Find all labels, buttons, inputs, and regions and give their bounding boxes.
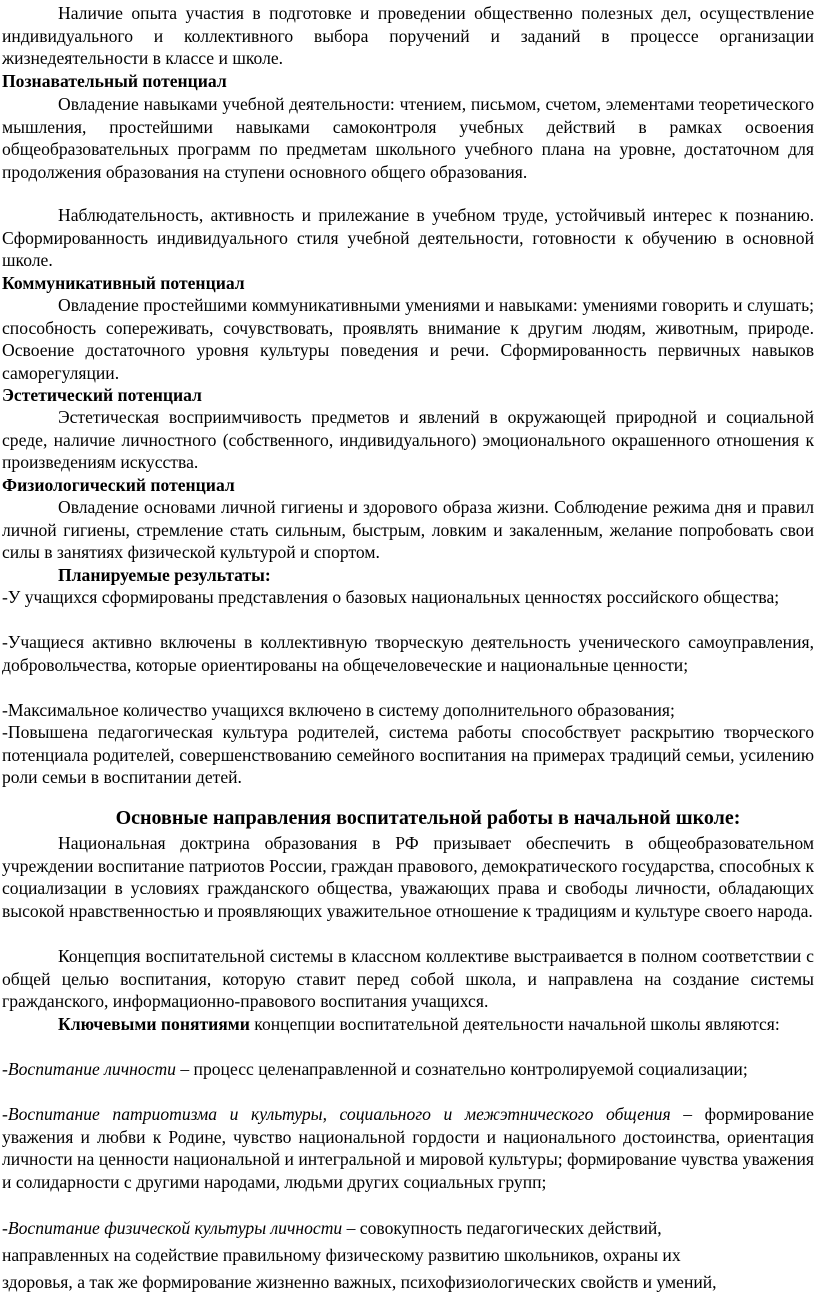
- definition-text: – процесс целенаправленной и сознательно контролируемой социализации;: [175, 1059, 748, 1079]
- paragraph-doctrine: Национальная доктрина образования в РФ призывает обеспечить в общеобразовательном учреждении воспитание патриотов России, граждан правового, демократического государства, способных к социализации в условиях гражданского общества, уважающих права и свободы личности, обладающих высокой нравственностью и проявляющих уважительное отношение к традициям и культуре своего народа.: [2, 833, 814, 921]
- paragraph-communicative: Овладение простейшими коммуникативными умениями и навыками: умениями говорить и слушать; способность сопереживать, сочувствовать, проявлять внимание к другим людям, животным, природе. Освоение достаточного уровня культуры поведения и речи. Сформированность первичных навыков саморегуляции.: [2, 295, 814, 383]
- paragraph-experience: Наличие опыта участия в подготовке и проведении общественно полезных дел, осуществление индивидуального и коллективного выбора поручений и заданий в процессе организации жизнедеятельности в классе и школе.: [2, 3, 814, 69]
- definition-text: – совокупность педагогических действий,: [342, 1218, 662, 1238]
- definition-personality: [2, 1058, 814, 1081]
- result-item-1: -У учащихся сформированы представления о базовых национальных ценностях российского общества;: [2, 587, 780, 607]
- key-concepts-label: Ключевыми понятиями: [58, 1014, 250, 1034]
- paragraph-physiological: Овладение основами личной гигиены и здорового образа жизни. Соблюдение режима дня и правил личной гигиены, стремление стать сильным, быстрым, ловким и закаленным, желание попробовать свои силы в занятиях физической культурой и спортом.: [2, 497, 814, 563]
- heading-physiological: Физиологический потенциал: [2, 475, 235, 495]
- heading-communicative: Коммуникативный потенциал: [2, 273, 245, 293]
- definition-physical-culture-line-2: направленных на содействие правильному физическому развитию школьников, охраны их: [2, 1245, 681, 1265]
- paragraph-concept: Концепция воспитательной системы в классном коллективе выстраивается в полном соответствии с общей целью воспитания, которую ставит перед собой школа, и направлена на создание системы гражданского, информационно-правового воспитания учащихся.: [2, 946, 814, 1012]
- definition-physical-culture-line-3: здоровья, а так же формирование жизненно важных, психофизиологических свойств и умений,: [2, 1272, 717, 1292]
- heading-planned-results: Планируемые результаты:: [58, 565, 271, 585]
- definition-patriotism: [2, 1103, 814, 1193]
- result-item-2: -Учащиеся активно включены в коллективную творческую деятельность ученического самоуправления, добровольчества, которые ориентированы на общечеловеческие и национальные ценности;: [2, 632, 814, 675]
- paragraph-cognitive: Овладение навыками учебной деятельности: чтением, письмом, счетом, элементами теоретического мышления, простейшими навыками самоконтроля учебных действий в рамках освоения общеобразовательных программ по предметам школьного учебного плана на уровне, достаточном для продолжения образования на ступени основного общего образования.: [2, 94, 814, 182]
- heading-cognitive: Познавательный потенциал: [2, 71, 227, 91]
- heading-aesthetic: Эстетический потенциал: [2, 385, 202, 405]
- key-concepts-text: концепции воспитательной деятельности начальной школы являются:: [249, 1014, 780, 1034]
- section-title-directions: Основные направления воспитательной работы в начальной школе:: [115, 807, 741, 829]
- result-item-4: -Повышена педагогическая культура родителей, система работы способствует раскрытию творческого потенциала родителей, совершенствованию семейного воспитания на примерах традиций семьи, усилению роли семьи в воспитании детей.: [2, 722, 814, 788]
- paragraph-aesthetic: Эстетическая восприимчивость предметов и явлений в окружающей природной и социальной среде, наличие личностного (собственного, индивидуального) эмоционального окрашенного отношения к произведениям искусства.: [2, 407, 814, 473]
- paragraph-key-concepts: [2, 1013, 814, 1036]
- result-item-3: -Максимальное количество учащихся включено в систему дополнительного образования;: [2, 700, 675, 720]
- definition-term: -Воспитание личности: [2, 1059, 176, 1079]
- definition-physical-culture: [2, 1217, 814, 1240]
- definition-term: -Воспитание патриотизма и культуры, социального и межэтнического общения: [2, 1104, 671, 1124]
- definition-text: – формирование уважения и любви к Родине, чувство национальной гордости и национального достоинства, ориентация личности на ценности национальной и интегральной и мировой культуры; формирование чувства уважения и солидарности с другими народами, людьми других социальных групп;: [2, 1104, 814, 1192]
- definition-term: -Воспитание физической культуры личности: [2, 1218, 343, 1238]
- paragraph-observation: Наблюдательность, активность и прилежание в учебном труде, устойчивый интерес к познанию. Сформированность индивидуального стиля учебной деятельности, готовности к обучению в основной школе.: [2, 205, 814, 271]
